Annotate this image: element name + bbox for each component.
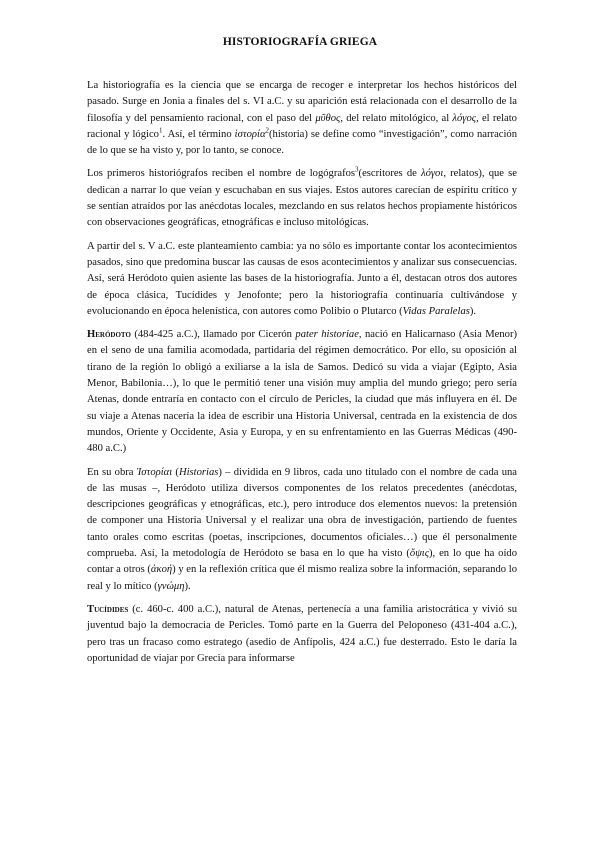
greek-term: ἀκοή bbox=[150, 564, 173, 576]
latin-epithet: pater historiae bbox=[295, 329, 359, 341]
text-span: Los primeros historiógrafos reciben el nombre de logógrafos bbox=[87, 168, 356, 180]
text-span: (escritores de bbox=[358, 168, 421, 180]
author-name-herodotus: Heródoto bbox=[87, 329, 131, 341]
greek-term: μῦθος bbox=[315, 112, 341, 124]
text-span: ), en lo que ha oído contar a otros ( bbox=[87, 548, 517, 576]
greek-term: γνώμη bbox=[157, 580, 185, 592]
greek-term: λόγος bbox=[452, 112, 477, 124]
greek-term: Ἱστορίαι bbox=[136, 466, 173, 478]
text-span: ) – dividida en 9 libros, cada uno titulado con el nombre de cada una de las musas –, Heródoto utiliza diversos componentes de los relatos precedentes (anécdotas, descripciones geográficas y etnográficas, etc.), pero introduce dos elementos nuevos: la pretensión de componer una Historia Universal y el realizar una obra de investigación, partiendo de fuentes tanto orales como escritas (poetas, inscripciones, documentos oficiales…) que él personalmente comprueba. Así, la metodología de Heródoto se basa en lo que ha visto ( bbox=[87, 466, 517, 560]
document-body bbox=[87, 78, 517, 674]
footnote-marker[interactable]: 1 bbox=[158, 126, 163, 135]
work-title: Vidas Paralelas bbox=[402, 305, 470, 317]
text-span: , del relato mitológico, al bbox=[340, 112, 453, 124]
text-span: En su obra bbox=[87, 466, 137, 478]
text-span: La historiografía es la ciencia que se encarga de recoger e interpretar los hechos históricos del pasado. Surge en Jonia a finales del s. VI a.C. y su aparición está relacionada con el desarrollo de la filosofía y del pensamiento racional, con el paso del bbox=[87, 80, 517, 124]
text-span: , nació en Halicarnaso (Asia Menor) en el seno de una familia acomodada, partidaria del régimen democrático. Por ello, su oposición al tirano de la región lo obligó a exiliarse a la isla de Samos. Dedicó su vida a viajar (Egipto, Asia Menor, Babilonia…), lo que le permitió tener una visión muy amplia del mundo griego; pero sería Atenas, donde entraría en contacto con el círculo de Pericles, la ciudad que más influyera en él. De su viaje a Atenas nacería la idea de escribir una Historia Universal, centrada en la existencia de dos mundos, Oriente y Occidente, Asia y Europa, y en su enfrentamiento en las Guerras Médicas (490-480 a.C.) bbox=[87, 329, 518, 455]
text-span: A partir del s. V a.C. este planteamiento cambia: ya no sólo es importante contar los acontecimientos pasados, sino que predomina buscar las causas de esos acontecimientos y analizar sus consecuencias. Así, será Heródoto quien asiente las bases de la historiografía. Junto a él, destacan otros dos autores de época clásica, Tucídides y Jenofonte; pero la historiografía continuaría cultivándose y evolucionando en época helenística, con autores como Polibio o Plutarco ( bbox=[87, 240, 517, 317]
footnote-marker[interactable]: 2 bbox=[265, 126, 270, 135]
text-span: ) y en la reflexión crítica que él mismo realiza sobre la información, separando lo real y lo mítico ( bbox=[87, 564, 517, 592]
text-span: , el relato racional y lógico bbox=[87, 112, 517, 140]
text-span: ( bbox=[172, 466, 179, 478]
text-span: (484-425 a.C.), llamado por Cicerón bbox=[130, 329, 296, 341]
text-span: . Así, el término bbox=[162, 128, 235, 140]
text-span: (c. 460-c. 400 a.C.), natural de Atenas, pertenecía a una familia aristocrática y vivió su juventud bajo la democracia de Pericles. Tomó parte en la Guerra del Peloponeso (431-404 a.C.), pero tras un fracaso como estratego (asedio de Anfípolis, 424 a.C.) fue desterrado. Esto le daría la oportunidad de viajar por Grecia para informarse bbox=[87, 603, 517, 664]
footnote-marker[interactable]: 3 bbox=[355, 165, 359, 174]
text-span: , relatos), que se dedican a narrar lo que veían y escuchaban en sus viajes. Estos autores carecían de espíritu crítico y se sentían atraídos por las anécdotas locales, mezclando en sus relatos hechos propiamente históricos con observaciones geográficas, etnográficas e incluso mitológicas. bbox=[87, 168, 517, 229]
paragraph-introduction bbox=[87, 78, 517, 159]
paragraph-histories bbox=[87, 465, 517, 595]
text-span: ). bbox=[469, 305, 477, 317]
text-span: (historia) se define como “investigación”, como narración de lo que se ha visto y, por lo tanto, se conoce. bbox=[87, 128, 518, 157]
work-title: Historias bbox=[178, 466, 219, 478]
text-span: ). bbox=[184, 580, 191, 592]
greek-term: ὄψις bbox=[409, 548, 430, 560]
paragraph-logographers bbox=[87, 166, 517, 231]
greek-term: λόγοι bbox=[421, 168, 444, 180]
paragraph-fifth-century bbox=[87, 239, 517, 320]
author-name-thucydides: Tucídides bbox=[87, 603, 129, 615]
paragraph-herodotus bbox=[87, 327, 517, 457]
paragraph-thucydides bbox=[87, 602, 517, 667]
greek-term: ἱστορία bbox=[234, 128, 266, 140]
page-title: HISTORIOGRAFÍA GRIEGA bbox=[222, 36, 378, 48]
